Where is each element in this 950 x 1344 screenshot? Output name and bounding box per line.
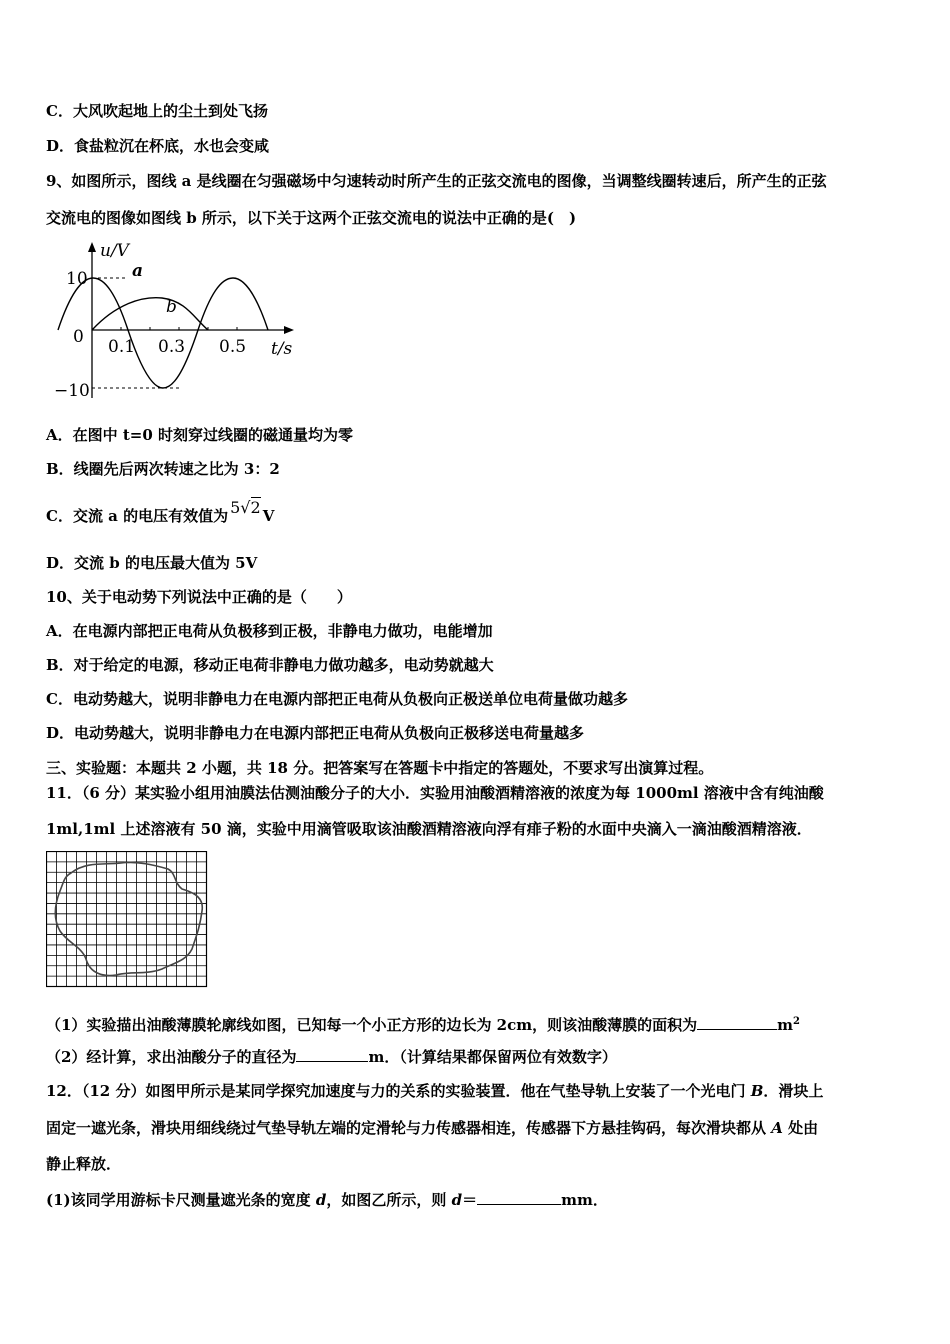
q11-part1-unit: m	[777, 1016, 793, 1034]
q9-stem-line1: 9、如图所示，图线 a 是线圈在匀强磁场中匀速转动时所产生的正弦交流电的图像，当调整线圈转速后，所产生的正弦	[46, 172, 827, 190]
q8-option-c: C．大风吹起地上的尘土到处飞扬	[46, 102, 268, 120]
q12-stem-line1: 12．（12 分）如图甲所示是某同学探究加速度与力的关系的实验装置．他在气垫导轨上安装了一个光电门 B．滑块上	[46, 1082, 824, 1100]
q12-stem-line2: 固定一遮光条，滑块用细线绕过气垫导轨左端的定滑轮与力传感器相连，传感器下方悬挂钩码，每次滑块都从 A 处由	[46, 1119, 819, 1137]
q11-part1-text: （1）实验描出油酸薄膜轮廓线如图，已知每一个小正方形的边长为 2cm，则该油酸薄膜的面积为	[46, 1016, 698, 1034]
q11-stem-line1: 11．（6 分）某实验小组用油膜法估测油酸分子的大小．实验用油酸酒精溶液的浓度为每 1000ml 溶液中含有纯油酸	[46, 784, 824, 802]
q11-part2-answer-blank[interactable]	[296, 1046, 368, 1062]
q9-option-c	[46, 498, 275, 526]
q11-part1-unit-sup: 2	[792, 1016, 800, 1027]
var-d-2: d	[451, 1191, 463, 1209]
q10-stem: 10、关于电动势下列说法中正确的是（ ）	[46, 588, 352, 606]
q9-option-b: B．线圈先后两次转速之比为 3：2	[46, 460, 280, 478]
q9-ac-graph	[46, 238, 316, 408]
curve-b	[92, 298, 208, 330]
q11-part1	[46, 1012, 800, 1035]
y-tick-10: 10	[66, 269, 88, 289]
y-tick-neg10: −10	[54, 381, 90, 401]
section3-heading: 三、实验题：本题共 2 小题，共 18 分。把答案写在答题卡中指定的答题处，不要求写出演算过程。	[46, 759, 714, 777]
y-axis-arrow	[88, 242, 96, 252]
q9-option-c-prefix: C．交流 a 的电压有效值为	[46, 507, 229, 525]
x-tick-0.1: 0.1	[108, 337, 136, 357]
oil-film-grid-figure	[46, 851, 208, 988]
q11-part2-tail: m．（计算结果都保留两位有效数字）	[368, 1048, 617, 1066]
q10-option-c: C．电动势越大，说明非静电力在电源内部把正电荷从负极向正极送单位电荷量做功越多	[46, 690, 628, 708]
q12-part1-answer-blank[interactable]	[477, 1189, 561, 1205]
q10-option-b: B．对于给定的电源，移动正电荷非静电力做功越多，电动势就越大	[46, 656, 494, 674]
curve-a	[58, 278, 268, 388]
q11-part2	[46, 1046, 617, 1067]
q9-option-d: D．交流 b 的电压最大值为 5V	[46, 554, 258, 572]
q9-option-c-unit: V	[262, 507, 275, 525]
var-B: B	[750, 1082, 764, 1100]
var-d: d	[315, 1191, 327, 1209]
x-axis-arrow	[284, 326, 294, 334]
q10-option-d: D．电动势越大，说明非静电力在电源内部把正电荷从负极向正极移送电荷量越多	[46, 724, 585, 742]
q9-stem-line2: 交流电的图像如图线 b 所示，以下关于这两个正弦交流电的说法中正确的是( )	[46, 209, 577, 227]
q11-part2-text: （2）经计算，求出油酸分子的直径为	[46, 1048, 297, 1066]
q9-option-a: A．在图中 t=0 时刻穿过线圈的磁通量均为零	[46, 426, 354, 444]
curve-a-label: a	[132, 261, 144, 281]
sqrt-symbol: √	[240, 498, 251, 517]
var-A: A	[771, 1119, 783, 1137]
q8-option-d: D．食盐粒沉在杯底，水也会变咸	[46, 137, 270, 155]
q10-option-a: A．在电源内部把正电荷从负极移到正极，非静电力做功，电能增加	[46, 622, 493, 640]
x-tick-0.5: 0.5	[219, 337, 247, 357]
q11-part1-answer-blank[interactable]	[697, 1014, 777, 1030]
y-axis-label: u/V	[100, 241, 129, 261]
x-axis-label: t/s	[271, 339, 293, 359]
x-tick-0.3: 0.3	[158, 337, 186, 357]
oil-film-outline	[55, 862, 202, 975]
q11-stem-line2: 1ml,1ml 上述溶液有 50 滴，实验中用滴管吸取该油酸酒精溶液向浮有痱子粉的水面中央滴入一滴油酸酒精溶液．	[46, 820, 812, 838]
q12-part1: (1)该同学用游标卡尺测量遮光条的宽度 d，如图乙所示，则 d＝ mm．	[46, 1191, 608, 1209]
curve-b-label: b	[166, 297, 177, 317]
q12-stem-line3: 静止释放．	[46, 1155, 122, 1173]
sqrt-expression: 5√2	[230, 498, 261, 517]
y-tick-0: 0	[73, 327, 84, 347]
